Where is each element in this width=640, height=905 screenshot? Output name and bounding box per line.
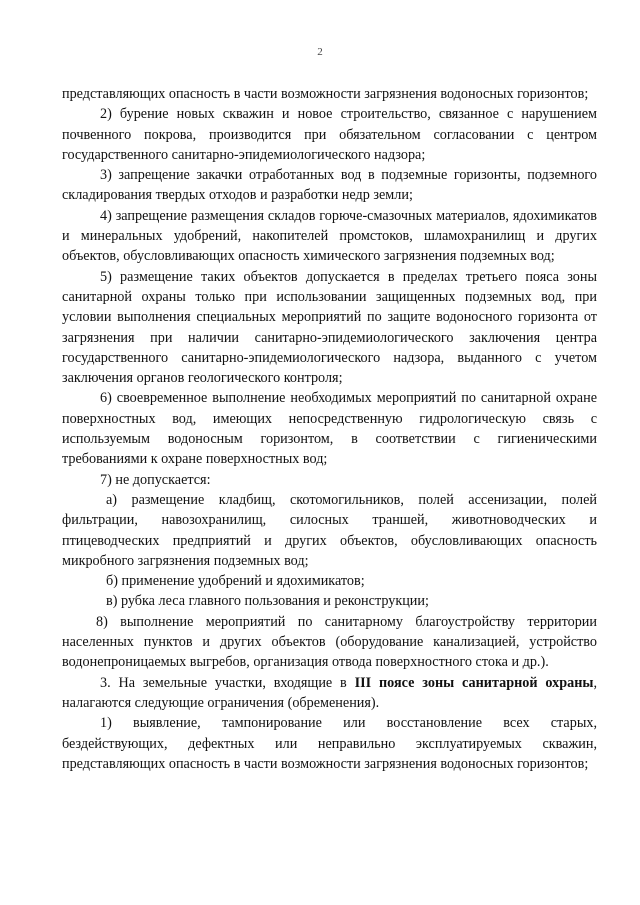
section-3-bold: III поясе зоны санитарной охраны (354, 674, 594, 691)
paragraph-section3-item-1: 1) выявление, тампонирование или восстановление всех старых, бездействующих, дефектных или неправильно эксплуатируемых скважин, представляющих опасность в части возможности загрязнения водоносных горизонтов; (62, 715, 597, 772)
paragraph-item-4: 4) запрещение размещения складов горюче-смазочных материалов, ядохимикатов и минеральных удобрений, накопителей промстоков, шламохранилищ и других объектов, обусловливающих опасность химического загрязнения подземных вод; (62, 207, 597, 265)
section-3-suffix: , налагаются следующие ограничения (обременения). (62, 674, 597, 711)
section-3-heading (62, 673, 597, 714)
document-body (62, 84, 597, 774)
paragraph-subitem-b: б) применение удобрений и ядохимикатов; (106, 573, 365, 590)
paragraph-item-5: 5) размещение таких объектов допускается в пределах третьего пояса зоны санитарной охраны только при использовании защищенных подземных вод, при условии выполнения специальных мероприятий по защите водоносного горизонта от загрязнения при наличии санитарно-эпидемиологического заключения центра государственного санитарно-эпидемиологического надзора, выданного с учетом заключения органов геологического контроля; (62, 268, 597, 387)
paragraph-continued: представляющих опасность в части возможности загрязнения водоносных горизонтов; (62, 86, 589, 102)
paragraph-item-6: 6) своевременное выполнение необходимых мероприятий по санитарной охране поверхностных вод, имеющих непосредственную гидрологическую связь с используемым водоносным горизонтом, в соответствии с гигиеническими требованиями к охране поверхностных вод; (62, 390, 597, 468)
paragraph-subitem-v: в) рубка леса главного пользования и реконструкции; (106, 593, 429, 610)
paragraph-item-7: 7) не допускается: (100, 471, 211, 488)
page-number: 2 (317, 46, 323, 58)
paragraph-item-8: 8) выполнение мероприятий по санитарному благоустройству территории населенных пунктов и других объектов (оборудование канализацией, устройство водонепроницаемых выгребов, организация отвода поверхностного стока и др.). (62, 613, 597, 671)
paragraph-subitem-a: а) размещение кладбищ, скотомогильников, полей ассенизации, полей фильтрации, навозохранилищ, силосных траншей, животноводческих и птицеводческих предприятий и других объектов, обусловливающих опасность микробного загрязнения подземных вод; (62, 491, 597, 569)
section-3-prefix: 3. На земельные участки, входящие в (100, 674, 355, 691)
paragraph-item-3: 3) запрещение закачки отработанных вод в подземные горизонты, подземного складирования твердых отходов и разработки недр земли; (62, 167, 597, 204)
paragraph-item-2: 2) бурение новых скважин и новое строительство, связанное с нарушением почвенного покрова, производится при обязательном согласовании с центром государственного санитарно-эпидемиологического надзора; (62, 106, 597, 163)
